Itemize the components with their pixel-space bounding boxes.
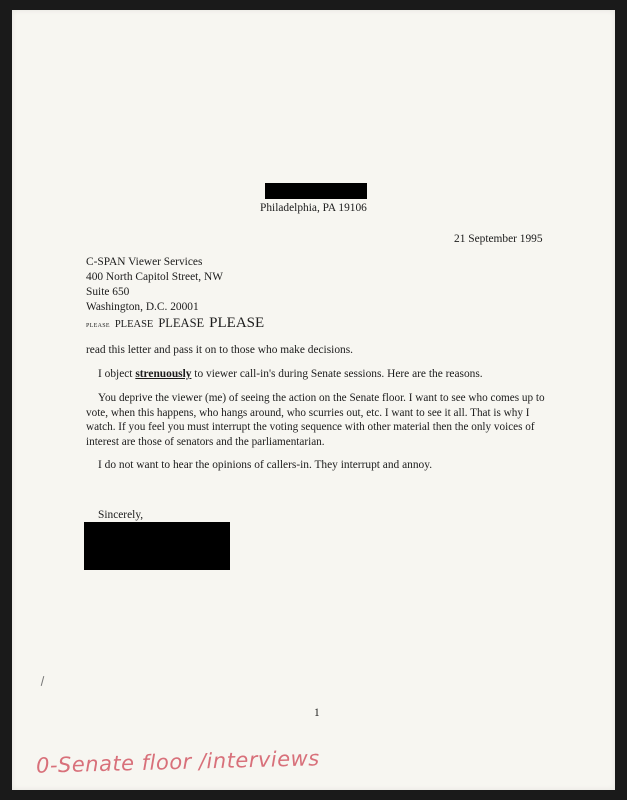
body-paragraph-1 (98, 367, 483, 381)
recipient-line-3: Suite 650 (86, 286, 130, 298)
recipient-line-4: Washington, D.C. 20001 (86, 301, 199, 313)
body-intro: read this letter and pass it on to those who make decisions. (86, 344, 353, 356)
stray-pen-mark (41, 676, 45, 686)
sender-city: Philadelphia, PA 19106 (260, 202, 367, 214)
letter-page (12, 10, 615, 790)
body-paragraph-2: You deprive the viewer (me) of seeing the action on the Senate floor. I want to see who comes up to vote, when this happens, who hangs around, who scurries out, etc. I want to see it all. That is why I watch. If you feel you must interrupt the voting sequence with other material then the only voices of interest are those of senators and the parliamentarian. (86, 392, 545, 448)
please-word-1: PLEASE (86, 323, 110, 329)
closing: Sincerely, (98, 509, 144, 521)
p1-emphasis: strenuously (135, 368, 192, 380)
please-word-4: PLEASE (209, 315, 265, 331)
redacted-sender-name (265, 183, 367, 199)
p1-before: I object (98, 368, 136, 380)
p1-after: to viewer call-in's during Senate sessions. Here are the reasons. (191, 368, 483, 380)
redacted-signature (84, 522, 230, 570)
handwritten-annotation: 0-Senate floor /interviews (35, 746, 320, 778)
please-row (86, 314, 269, 332)
letter-date: 21 September 1995 (454, 233, 543, 245)
recipient-line-1: C-SPAN Viewer Services (86, 256, 203, 268)
please-word-2: PLEASE (114, 319, 154, 330)
page-number: 1 (314, 707, 320, 719)
recipient-line-2: 400 North Capitol Street, NW (86, 271, 223, 283)
please-word-3: PLEASE (158, 316, 205, 330)
body-paragraph-3: I do not want to hear the opinions of callers-in. They interrupt and annoy. (98, 459, 433, 471)
